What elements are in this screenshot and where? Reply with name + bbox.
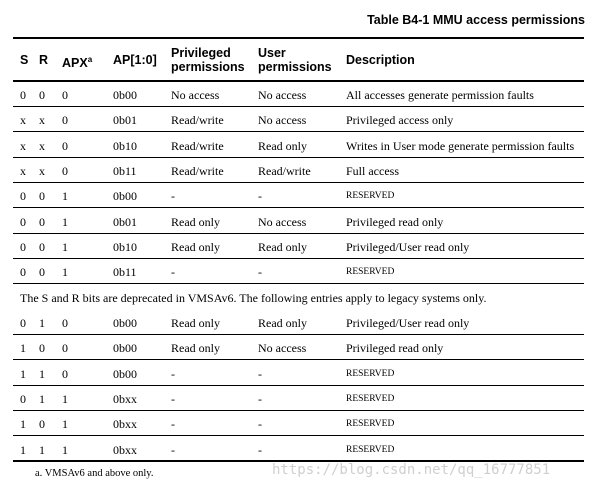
row-divider (13, 359, 584, 360)
cell-ap: 0bxx (113, 391, 137, 406)
cell-s: 1 (20, 366, 26, 381)
cell-desc: Writes in User mode generate permission faults (346, 138, 575, 153)
cell-apx: 1 (62, 189, 68, 204)
cell-desc: RESERVED (346, 191, 395, 202)
cell-desc: Privileged/User read only (346, 316, 470, 330)
cell-priv: - (171, 366, 175, 381)
cell-ap: 0bxx (113, 442, 137, 457)
cell-s: 1 (20, 442, 26, 457)
cell-user: No access (258, 341, 307, 356)
cell-s: 0 (20, 239, 26, 254)
cell-r: 1 (39, 442, 45, 457)
cell-ap: 0b01 (113, 214, 137, 229)
cell-desc: Privileged read only (346, 341, 444, 356)
cell-apx: 0 (62, 88, 68, 102)
cell-desc: RESERVED (346, 444, 395, 455)
cell-s: 0 (20, 214, 26, 229)
cell-apx: 1 (62, 442, 68, 457)
cell-priv: Read only (171, 214, 220, 229)
cell-s: 0 (20, 316, 26, 330)
cell-r: x (39, 113, 45, 128)
cell-priv: Read/write (171, 138, 224, 153)
legacy-note: The S and R bits are deprecated in VMSAv6. The following entries apply to legacy systems only. (20, 291, 487, 305)
cell-priv: - (171, 189, 175, 204)
cell-user: No access (258, 113, 307, 128)
cell-desc: RESERVED (346, 393, 395, 404)
cell-ap: 0b00 (113, 316, 137, 330)
footnote: a. VMSAv6 and above only. (35, 468, 154, 479)
cell-user: Read only (258, 138, 307, 153)
cell-ap: 0b11 (113, 265, 137, 280)
header-privileged: Privileged permissions (171, 46, 245, 74)
row-divider (13, 233, 584, 234)
table-caption: Table B4-1 MMU access permissions (367, 13, 585, 27)
header-r: R (39, 53, 49, 67)
cell-apx: 0 (62, 113, 68, 128)
cell-desc: Full access (346, 163, 399, 178)
row-divider (13, 385, 584, 386)
cell-user: No access (258, 214, 307, 229)
cell-user: - (258, 391, 262, 406)
cell-r: 1 (39, 316, 45, 330)
row-divider (13, 435, 584, 436)
cell-apx: 0 (62, 138, 68, 153)
cell-user: Read only (258, 316, 307, 330)
cell-ap: 0b01 (113, 113, 137, 128)
row-divider (13, 283, 584, 284)
header-apx: APX$^a$ (62, 55, 93, 71)
header-s: S (20, 53, 29, 67)
cell-r: 1 (39, 391, 45, 406)
cell-user: - (258, 366, 262, 381)
cell-r: x (39, 163, 45, 178)
cell-priv: Read/write (171, 113, 224, 128)
cell-priv: No access (171, 88, 220, 102)
cell-s: 0 (20, 265, 26, 280)
cell-s: 1 (20, 417, 26, 432)
cell-s: 0 (20, 189, 26, 204)
row-divider (13, 106, 584, 107)
cell-r: 1 (39, 366, 45, 381)
cell-desc: Privileged read only (346, 214, 444, 229)
cell-r: 0 (39, 214, 45, 229)
cell-ap: 0b00 (113, 189, 137, 204)
cell-priv: Read only (171, 316, 220, 330)
cell-ap: 0b11 (113, 163, 137, 178)
cell-priv: - (171, 442, 175, 457)
cell-s: x (20, 138, 26, 153)
table-top-rule (13, 37, 584, 39)
cell-user: No access (258, 88, 307, 102)
cell-ap: 0bxx (113, 417, 137, 432)
cell-r: x (39, 138, 45, 153)
row-divider (13, 258, 584, 259)
header-user: User permissions (258, 46, 332, 74)
row-divider (13, 131, 584, 132)
cell-user: - (258, 417, 262, 432)
cell-s: 1 (20, 341, 26, 356)
cell-s: x (20, 163, 26, 178)
watermark: https://blog.csdn.net/qq_16777851 (272, 462, 551, 478)
cell-desc: Privileged access only (346, 113, 454, 128)
cell-s: 0 (20, 88, 26, 102)
cell-apx: 0 (62, 341, 68, 356)
cell-priv: - (171, 265, 175, 280)
cell-apx: 1 (62, 239, 68, 254)
row-divider (13, 157, 584, 158)
cell-user: - (258, 265, 262, 280)
cell-apx: 0 (62, 316, 68, 330)
cell-apx: 0 (62, 366, 68, 381)
cell-r: 0 (39, 417, 45, 432)
cell-ap: 0b00 (113, 341, 137, 356)
cell-user: - (258, 442, 262, 457)
cell-priv: Read/write (171, 163, 224, 178)
cell-user: Read/write (258, 163, 311, 178)
row-divider (13, 182, 584, 183)
header-bottom-rule (13, 80, 584, 82)
cell-apx: 1 (62, 391, 68, 406)
cell-apx: 0 (62, 163, 68, 178)
cell-r: 0 (39, 239, 45, 254)
row-divider (13, 410, 584, 411)
cell-priv: Read only (171, 239, 220, 254)
cell-priv: - (171, 391, 175, 406)
cell-ap: 0b00 (113, 366, 137, 381)
row-divider (13, 207, 584, 208)
cell-ap: 0b00 (113, 88, 137, 102)
cell-ap: 0b10 (113, 138, 137, 153)
cell-r: 0 (39, 189, 45, 204)
cell-apx: 1 (62, 265, 68, 280)
row-divider (13, 334, 584, 335)
cell-r: 0 (39, 88, 45, 102)
cell-ap: 0b10 (113, 239, 137, 254)
cell-desc: RESERVED (346, 419, 395, 430)
cell-r: 0 (39, 265, 45, 280)
cell-s: 0 (20, 391, 26, 406)
cell-s: x (20, 113, 26, 128)
cell-desc: RESERVED (346, 267, 395, 278)
cell-r: 0 (39, 341, 45, 356)
cell-user: Read only (258, 239, 307, 254)
cell-apx: 1 (62, 417, 68, 432)
cell-priv: Read only (171, 341, 220, 356)
cell-desc: All accesses generate permission faults (346, 88, 534, 102)
header-description: Description (346, 53, 415, 67)
cell-user: - (258, 189, 262, 204)
header-ap: AP[1:0] (113, 53, 157, 67)
cell-desc: RESERVED (346, 368, 395, 379)
cell-desc: Privileged/User read only (346, 239, 470, 254)
cell-apx: 1 (62, 214, 68, 229)
cell-priv: - (171, 417, 175, 432)
